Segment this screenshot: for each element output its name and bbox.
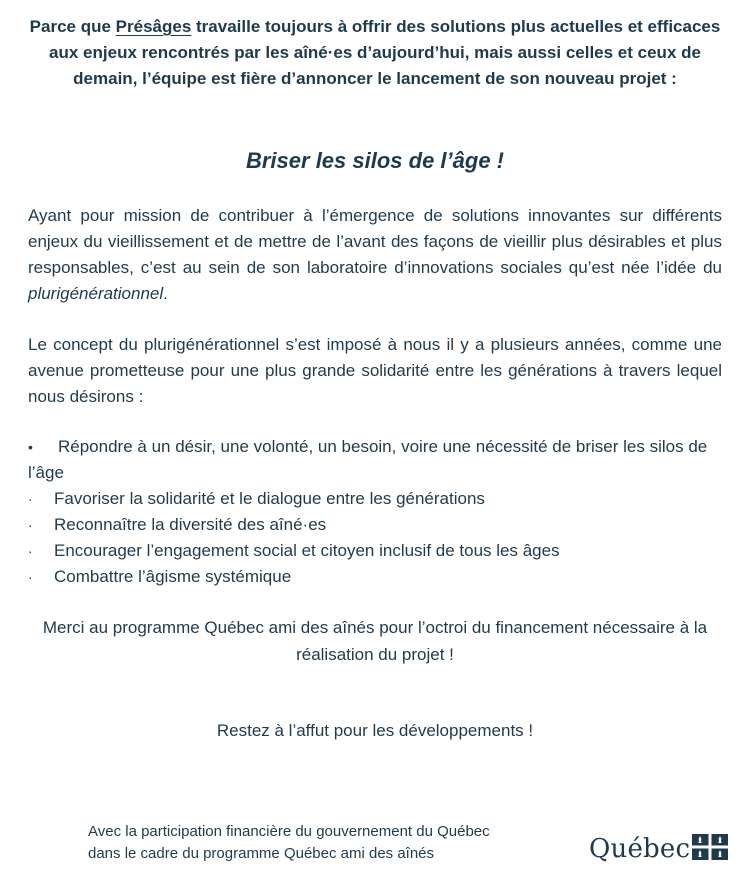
list-item-text: Favoriser la solidarité et le dialogue entre les générations [54, 489, 485, 508]
list-item [28, 564, 722, 590]
mission-emphasis: plurigénérationnel [28, 284, 164, 303]
intro-before-brand: Parce que [29, 17, 116, 36]
funding-line-2: dans le cadre du programme Québec ami des aînés [88, 845, 435, 862]
concept-paragraph: Le concept du plurigénérationnel s’est imposé à nous il y a plusieurs années, comme une avenue prometteuse pour une plus grande solidarité entre les générations à travers lequel nous désirons : [28, 335, 722, 406]
list-item-text: Reconnaître la diversité des aîné·es [54, 515, 327, 534]
bullet-icon: • [28, 439, 33, 455]
bullet-icon: · [28, 491, 33, 507]
bullet-icon: · [28, 543, 33, 559]
list-item [28, 486, 722, 512]
intro-after-brand: travaille toujours à offrir des solutions plus actuelles et efficaces aux enjeux rencontrés par les aîné·es d’aujourd’hui, mais aussi celles et ceux de demain, l’équipe est fière d’annoncer le lancement de son nouveau projet : [49, 17, 721, 88]
mission-paragraph [28, 203, 722, 307]
goals-list [28, 434, 722, 590]
list-item [28, 434, 722, 486]
bullet-icon: · [28, 569, 33, 585]
mission-text: Ayant pour mission de contribuer à l’émergence de solutions innovantes sur différents enjeux du vieillissement et de mettre de l’avant des façons de vieillir plus désirables et plus responsables, c’est au sein de son laboratoire d’innovations sociales qu’est née l’idée du [28, 206, 722, 277]
bullet-icon: · [28, 517, 33, 533]
intro-paragraph [20, 14, 730, 92]
list-item [28, 512, 722, 538]
presages-link[interactable]: Présâges [115, 17, 192, 36]
quebec-logo [589, 831, 728, 867]
funding-notice [88, 821, 558, 865]
funding-line-1: Avec la participation financière du gouvernement du Québec [88, 823, 490, 840]
stay-tuned-message: Restez à l’affut pour les développements ! [216, 721, 534, 740]
fleurdelise-flag-icon [692, 834, 728, 865]
project-headline: Briser les silos de l’âge ! [245, 148, 504, 173]
mission-end: . [163, 284, 168, 303]
list-item [28, 538, 722, 564]
list-item-text: Répondre à un désir, une volonté, un besoin, voire une nécessité de briser les silos de l’âge [28, 437, 708, 482]
list-item-text: Combattre l’âgisme systémique [54, 567, 292, 586]
thanks-message: Merci au programme Québec ami des aînés pour l’octroi du financement nécessaire à la réalisation du projet ! [42, 618, 708, 664]
list-item-text: Encourager l’engagement social et citoyen inclusif de tous les âges [54, 541, 560, 560]
quebec-wordmark: Québec [589, 834, 691, 864]
